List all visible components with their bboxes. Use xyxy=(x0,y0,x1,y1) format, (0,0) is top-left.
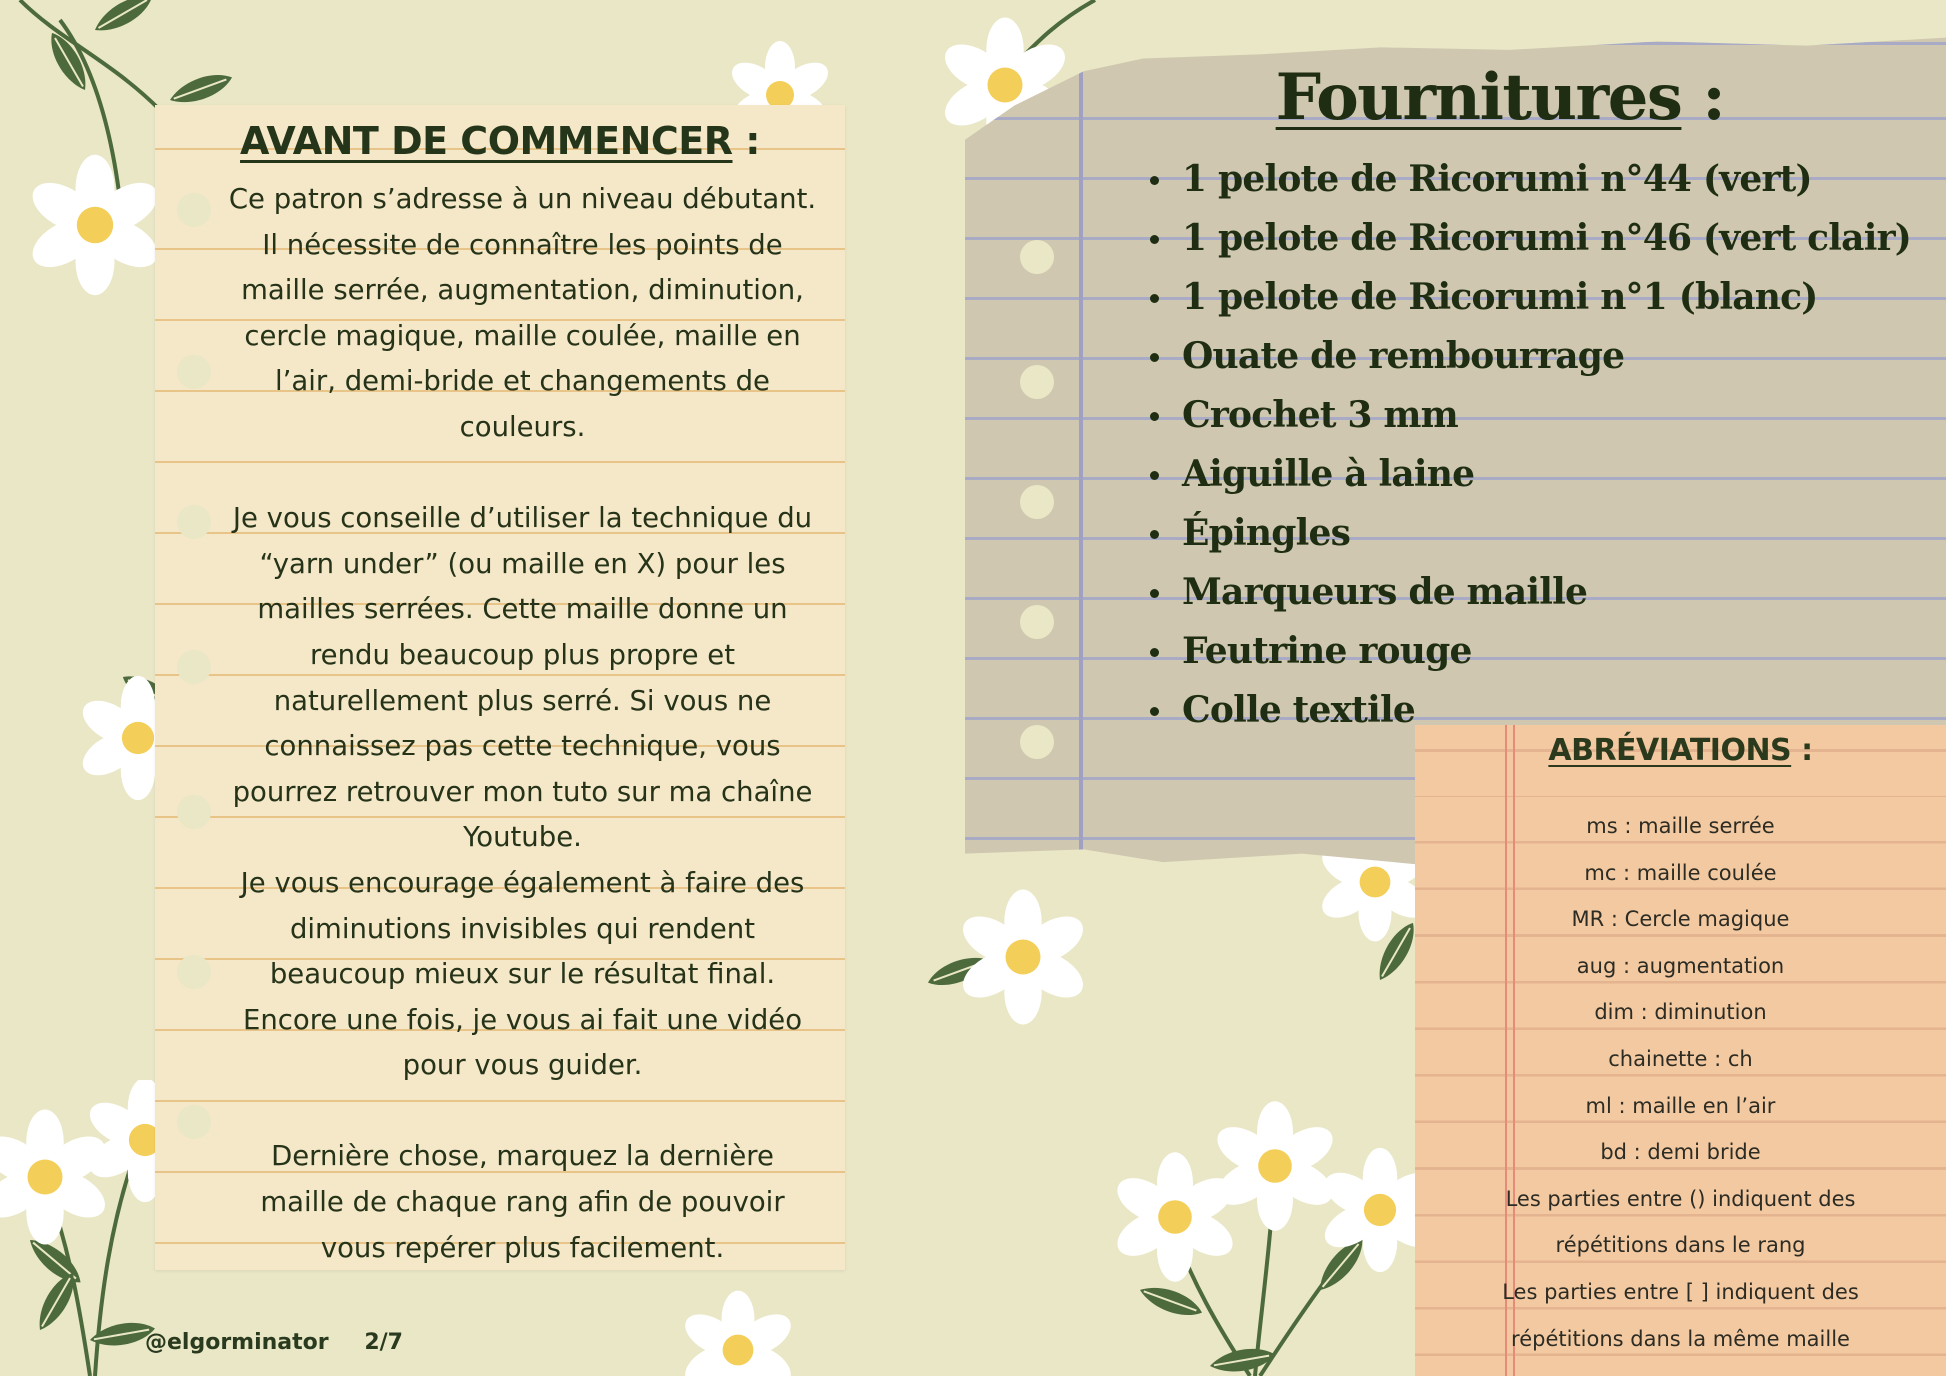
before-starting-card xyxy=(155,105,845,1270)
list-item: MR : Cercle magique xyxy=(1571,907,1790,932)
daisy-flower-icon xyxy=(24,155,165,295)
list-item: bd : demi bride xyxy=(1600,1140,1761,1165)
author-handle: @elgorminator xyxy=(145,1330,329,1355)
list-item: Feutrine rouge xyxy=(1150,622,1911,681)
list-item: Colle textile xyxy=(1150,681,1911,740)
list-item: Ouate de rembourrage xyxy=(1150,327,1911,386)
list-item: Aiguille à laine xyxy=(1150,445,1911,504)
abbreviations-title: ABRÉVIATIONS : xyxy=(1548,733,1813,768)
list-item: 1 pelote de Ricorumi n°44 (vert) xyxy=(1150,150,1911,209)
supplies-title: Fournitures : xyxy=(1275,60,1725,135)
footer xyxy=(145,1330,431,1355)
bottom-right-flowers xyxy=(1090,1090,1420,1376)
list-item: Épingles xyxy=(1150,504,1911,563)
paragraph-technique: Je vous conseille d’utiliser la technique du “yarn under” (ou maille en X) pour les mailles serrées. Cette maille donne un rendu beaucoup plus propre et naturellement plus serré. Si vous ne connaissez pas cette technique, vous pourrez retrouver mon tuto sur ma chaîne Youtube. Je vous encourage également à faire des diminutions invisibles qui rendent beaucoup mieux sur le résultat final. Encore une fois, je vous ai fait une vidéo pour vous guider. xyxy=(232,502,813,1082)
list-item: 1 pelote de Ricorumi n°46 (vert clair) xyxy=(1150,209,1911,268)
list-item: répétitions dans la même maille xyxy=(1511,1326,1850,1351)
paragraph-last-stitch: Dernière chose, marquez la dernière maille de chaque rang afin de pouvoir vous repérer plus facilement. xyxy=(260,1140,785,1264)
list-item: Crochet 3 mm xyxy=(1150,386,1911,445)
bottom-center-flower xyxy=(680,1280,800,1376)
abbreviations-card xyxy=(1415,725,1946,1376)
list-item: chainette : ch xyxy=(1608,1046,1753,1071)
list-item: ms : maille serrée xyxy=(1586,814,1775,838)
list-item: Les parties entre () indiquent des xyxy=(1505,1186,1856,1211)
supplies-list xyxy=(1150,150,1911,740)
list-item: aug : augmentation xyxy=(1576,953,1785,978)
before-starting-text xyxy=(210,177,835,1271)
list-item: dim : diminution xyxy=(1594,1000,1767,1025)
leaf-icon xyxy=(90,0,158,39)
page-number: 2/7 xyxy=(364,1330,403,1355)
list-item: Marqueurs de maille xyxy=(1150,563,1911,622)
list-item: 1 pelote de Ricorumi n°1 (blanc) xyxy=(1150,268,1911,327)
before-starting-title: AVANT DE COMMENCER : xyxy=(240,119,760,163)
center-flower xyxy=(920,880,1100,1040)
abbreviations-list xyxy=(1415,803,1946,1362)
list-item: répétitions dans le rang xyxy=(1555,1233,1806,1258)
list-item: mc : maille coulée xyxy=(1584,860,1777,885)
list-item: Les parties entre [ ] indiquent des xyxy=(1502,1279,1859,1304)
list-item: ml : maille en l’air xyxy=(1585,1093,1776,1118)
leaf-icon xyxy=(166,68,235,110)
paragraph-level: Ce patron s’adresse à un niveau débutant. Il nécessite de connaître les points de maille serrée, augmentation, diminution, cercle magique, maille coulée, maille en l’air, demi-bride et changements de couleurs. xyxy=(228,183,817,443)
